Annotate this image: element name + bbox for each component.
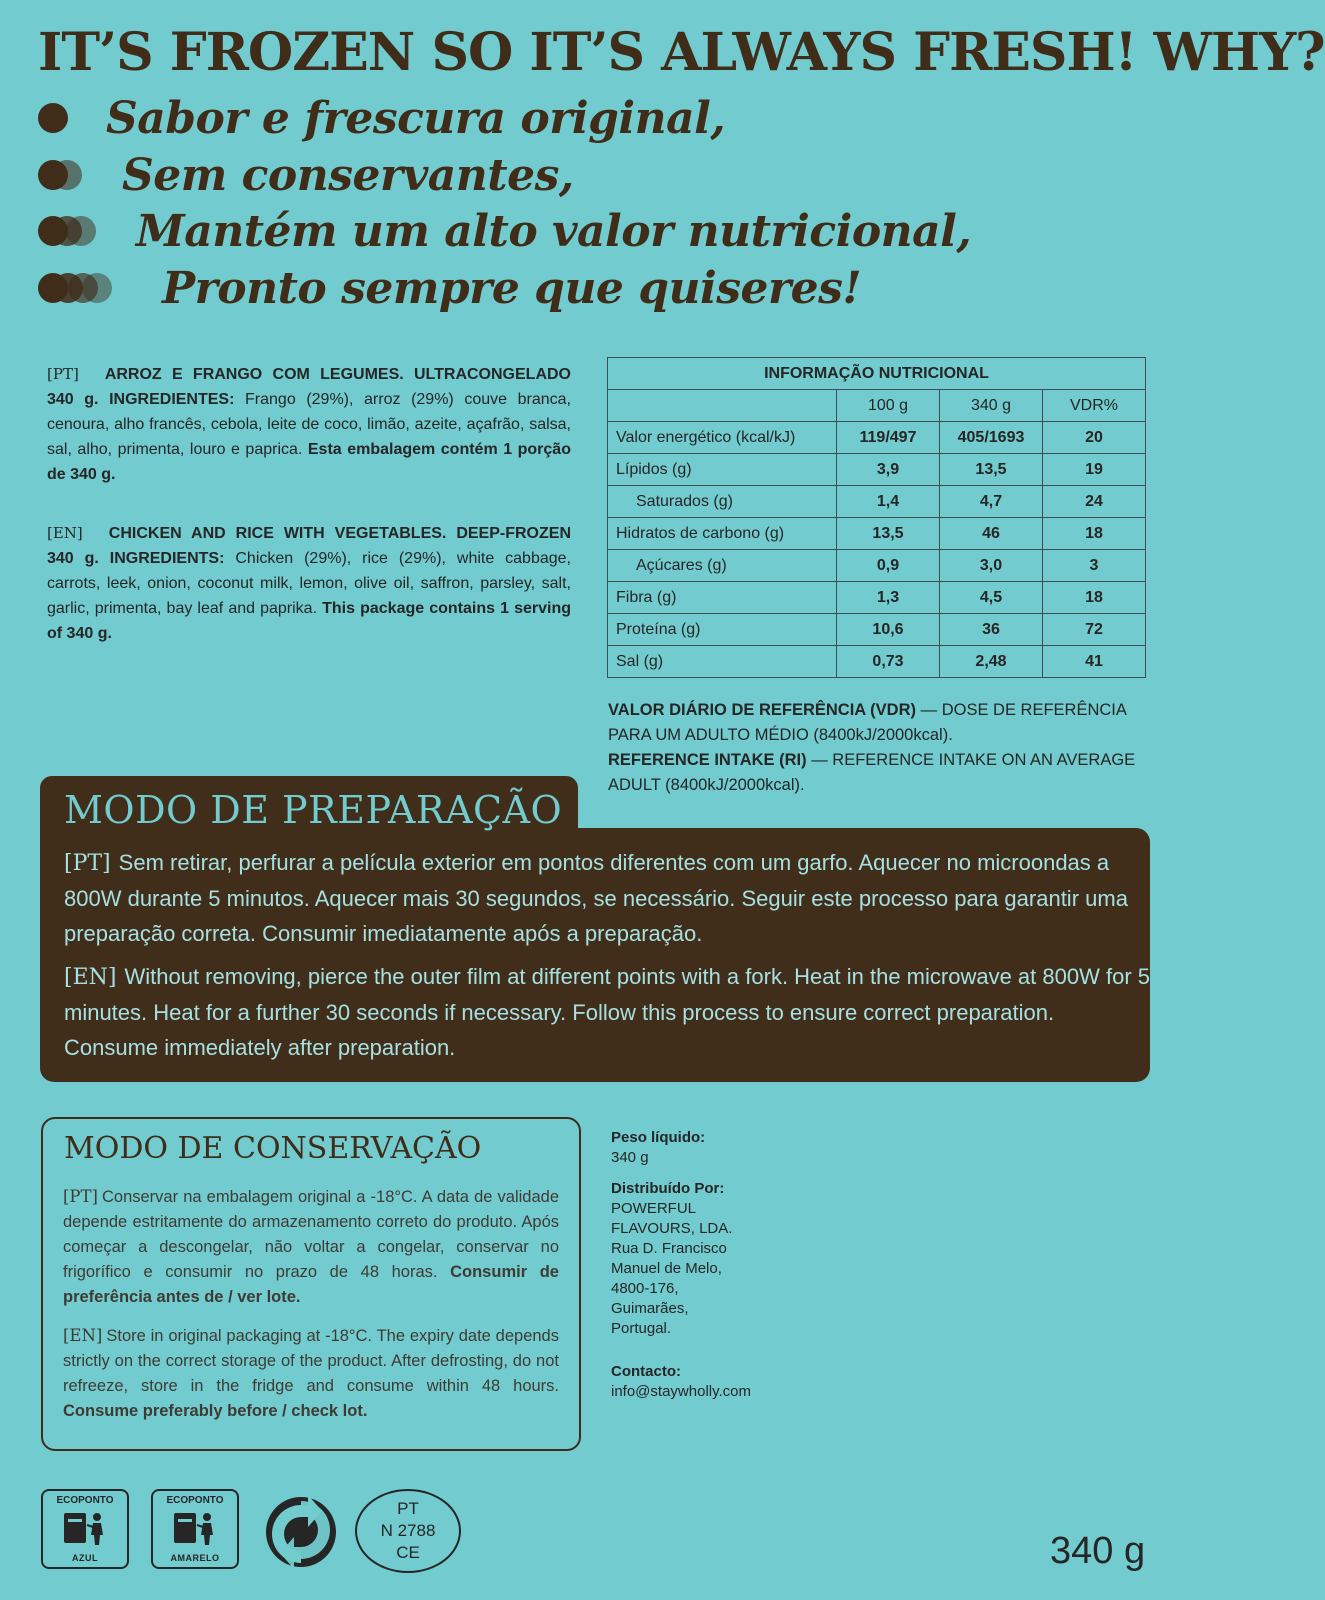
green-dot-icon [264, 1495, 338, 1569]
lang-tag: [PT] [64, 851, 111, 876]
lang-tag: [EN] [63, 1326, 103, 1345]
cell-value: 3,9 [837, 454, 940, 486]
row-label: Valor energético (kcal/kJ) [608, 422, 837, 454]
preparation-title: MODO DE PREPARAÇÃO [64, 788, 563, 832]
ingredients-closing: Esta embalagem contém 1 porção de 340 g. [47, 441, 571, 483]
ecoponto-blue-badge [41, 1489, 129, 1569]
address-line: Portugal. [611, 1320, 672, 1337]
row-label: Saturados (g) [608, 486, 837, 518]
ingredients-closing: This package contains 1 serving of 340 g. [47, 600, 572, 642]
net-weight: 340 g [1050, 1530, 1146, 1572]
preparation-pt [64, 845, 1150, 951]
table-row [608, 582, 1146, 614]
row-label: Sal (g) [608, 646, 837, 678]
column-header: VDR% [1043, 390, 1146, 422]
health-mark-line: N 2788 [380, 1521, 436, 1540]
column-header: 340 g [940, 390, 1043, 422]
table-row [608, 486, 1146, 518]
preparation-en [64, 959, 1150, 1065]
cell-value: 18 [1043, 582, 1146, 614]
bullet-dots-icon [38, 103, 68, 133]
ecoponto-color-label: AMARELO [170, 1553, 220, 1563]
table-row [608, 422, 1146, 454]
conservation-pt [63, 1184, 559, 1310]
info-label: Contacto: [611, 1363, 681, 1380]
cell-value: 0,73 [837, 646, 940, 678]
net-weight-info [611, 1128, 705, 1168]
row-label: Açúcares (g) [608, 550, 837, 582]
contact-email[interactable]: info@staywholly.com [611, 1383, 751, 1400]
cell-value: 2,48 [940, 646, 1043, 678]
info-value: 340 g [611, 1149, 649, 1166]
ri-text: — REFERENCE INTAKE ON AN AVERAGE ADULT (8400kJ/2000kcal). [608, 751, 1136, 794]
nutrition-table [607, 357, 1146, 678]
ingredients-en [47, 521, 571, 646]
ingredients-title: CHICKEN AND RICE WITH VEGETABLES. DEEP-FROZEN 340 g. INGREDIENTS: [47, 525, 571, 567]
conservation-text: Conservar na embalagem original a -18°C. A data de validade depende estritamente do armazenamento correto do produto. Após começar a descongelar, não voltar a congelar, conservar no frigorífico e consumir no prazo de 48 horas. [63, 1188, 559, 1281]
cell-value: 10,6 [837, 614, 940, 646]
table-header-empty [608, 390, 837, 422]
address-line: Guimarães, [611, 1300, 689, 1317]
cell-value: 41 [1043, 646, 1146, 678]
cell-value: 24 [1043, 486, 1146, 518]
conservation-text: Store in original packaging at -18°C. The expiry date depends strictly on the correct storage of the product. After defrosting, do not refreeze, store in the fridge and consume within 48 hours. [63, 1327, 559, 1395]
cell-value: 1,3 [837, 582, 940, 614]
lang-tag: [EN] [47, 524, 83, 542]
lang-tag: [EN] [64, 965, 117, 990]
row-label: Fibra (g) [608, 582, 837, 614]
benefit-text: Pronto sempre que quiseres! [162, 262, 862, 314]
recycling-bin-icon [60, 1509, 112, 1547]
benefit-text: Sabor e frescura original, [106, 92, 726, 144]
ingredients-text: Chicken (29%), rice (29%), white cabbage, carrots, leek, onion, coconut milk, lemon, olive oil, saffron, parsley, salt, garlic, primenta, bay leaf and paprika. [47, 550, 571, 617]
address-line: Manuel de Melo, [611, 1260, 722, 1277]
health-mark-line: CE [396, 1543, 420, 1562]
table-row [608, 518, 1146, 550]
lang-tag: [PT] [47, 365, 79, 383]
address-line: 4800-176, [611, 1280, 679, 1297]
benefit-item [38, 90, 725, 146]
table-row [608, 614, 1146, 646]
cell-value: 46 [940, 518, 1043, 550]
address-line: POWERFUL [611, 1200, 697, 1217]
benefit-item [38, 147, 574, 203]
cell-value: 405/1693 [940, 422, 1043, 454]
ecoponto-yellow-badge [151, 1489, 239, 1569]
ecoponto-label: ECOPONTO [166, 1495, 224, 1506]
nutrition-table-title: INFORMAÇÃO NUTRICIONAL [608, 358, 1146, 390]
conservation-title: MODO DE CONSERVAÇÃO [64, 1131, 482, 1166]
recycling-bin-icon [170, 1509, 222, 1547]
headline: IT’S FROZEN SO IT’S ALWAYS FRESH! WHY? [38, 22, 1325, 83]
ecoponto-color-label: AZUL [72, 1553, 98, 1563]
ingredients-text: Frango (29%), arroz (29%) couve branca, cenoura, alho francês, cebola, leite de coco, limão, azeite, açafrão, salsa, sal, alho, primenta, louro e paprica. [47, 391, 571, 458]
distributor-info [611, 1179, 732, 1339]
lang-tag: [PT] [63, 1187, 98, 1206]
benefit-item [38, 260, 861, 316]
conservation-bold: Consume preferably before / check lot. [63, 1402, 368, 1420]
bullet-dots-icon [38, 216, 96, 246]
cell-value: 3,0 [940, 550, 1043, 582]
cell-value: 119/497 [837, 422, 940, 454]
reference-intake-note [608, 698, 1168, 798]
health-mark-oval [355, 1489, 461, 1573]
cell-value: 13,5 [837, 518, 940, 550]
row-label: Hidratos de carbono (g) [608, 518, 837, 550]
cell-value: 19 [1043, 454, 1146, 486]
table-row [608, 646, 1146, 678]
contact-info [611, 1362, 751, 1402]
info-label: Distribuído Por: [611, 1180, 725, 1197]
ingredients-pt [47, 362, 571, 487]
bullet-dots-icon [38, 160, 82, 190]
ecoponto-label: ECOPONTO [56, 1495, 114, 1506]
cell-value: 4,5 [940, 582, 1043, 614]
benefit-text: Sem conservantes, [122, 149, 574, 201]
info-label: Peso líquido: [611, 1129, 706, 1146]
ingredients-title: ARROZ E FRANGO COM LEGUMES. ULTRACONGELADO 340 g. INGREDIENTES: [47, 366, 571, 408]
cell-value: 72 [1043, 614, 1146, 646]
row-label: Proteína (g) [608, 614, 837, 646]
bullet-dots-icon [38, 273, 112, 303]
preparation-text: Without removing, pierce the outer film at different points with a fork. Heat in the microwave at 800W for 5 minutes. Heat for a further 30 seconds if necessary. Follow this process to ensure correct preparation. Consume immediately after preparation. [64, 964, 1150, 1060]
cell-value: 13,5 [940, 454, 1043, 486]
cell-value: 3 [1043, 550, 1146, 582]
cell-value: 36 [940, 614, 1043, 646]
cell-value: 18 [1043, 518, 1146, 550]
cell-value: 0,9 [837, 550, 940, 582]
table-row [608, 550, 1146, 582]
benefit-text: Mantém um alto valor nutricional, [136, 205, 972, 257]
address-line: Rua D. Francisco [611, 1240, 727, 1257]
vdr-label: VALOR DIÁRIO DE REFERÊNCIA (VDR) [608, 701, 917, 719]
row-label: Lípidos (g) [608, 454, 837, 486]
column-header: 100 g [837, 390, 940, 422]
health-mark-line: PT [397, 1499, 419, 1518]
cell-value: 20 [1043, 422, 1146, 454]
cell-value: 4,7 [940, 486, 1043, 518]
ri-label: REFERENCE INTAKE (RI) [608, 751, 807, 769]
preparation-text: Sem retirar, perfurar a película exterior em pontos diferentes com um garfo. Aquecer no microondas a 800W durante 5 minutos. Aquecer mais 30 segundos, se necessário. Seguir este processo para garantir uma preparação correta. Consumir imediatamente após a preparação. [64, 850, 1128, 946]
conservation-en [63, 1323, 559, 1424]
vdr-text: — DOSE DE REFERÊNCIA PARA UM ADULTO MÉDIO (8400kJ/2000kcal). [608, 701, 1126, 744]
cell-value: 1,4 [837, 486, 940, 518]
benefit-item [38, 203, 971, 259]
table-row [608, 454, 1146, 486]
address-line: FLAVOURS, LDA. [611, 1220, 733, 1237]
conservation-bold: Consumir de preferência antes de / ver lote. [63, 1263, 559, 1306]
